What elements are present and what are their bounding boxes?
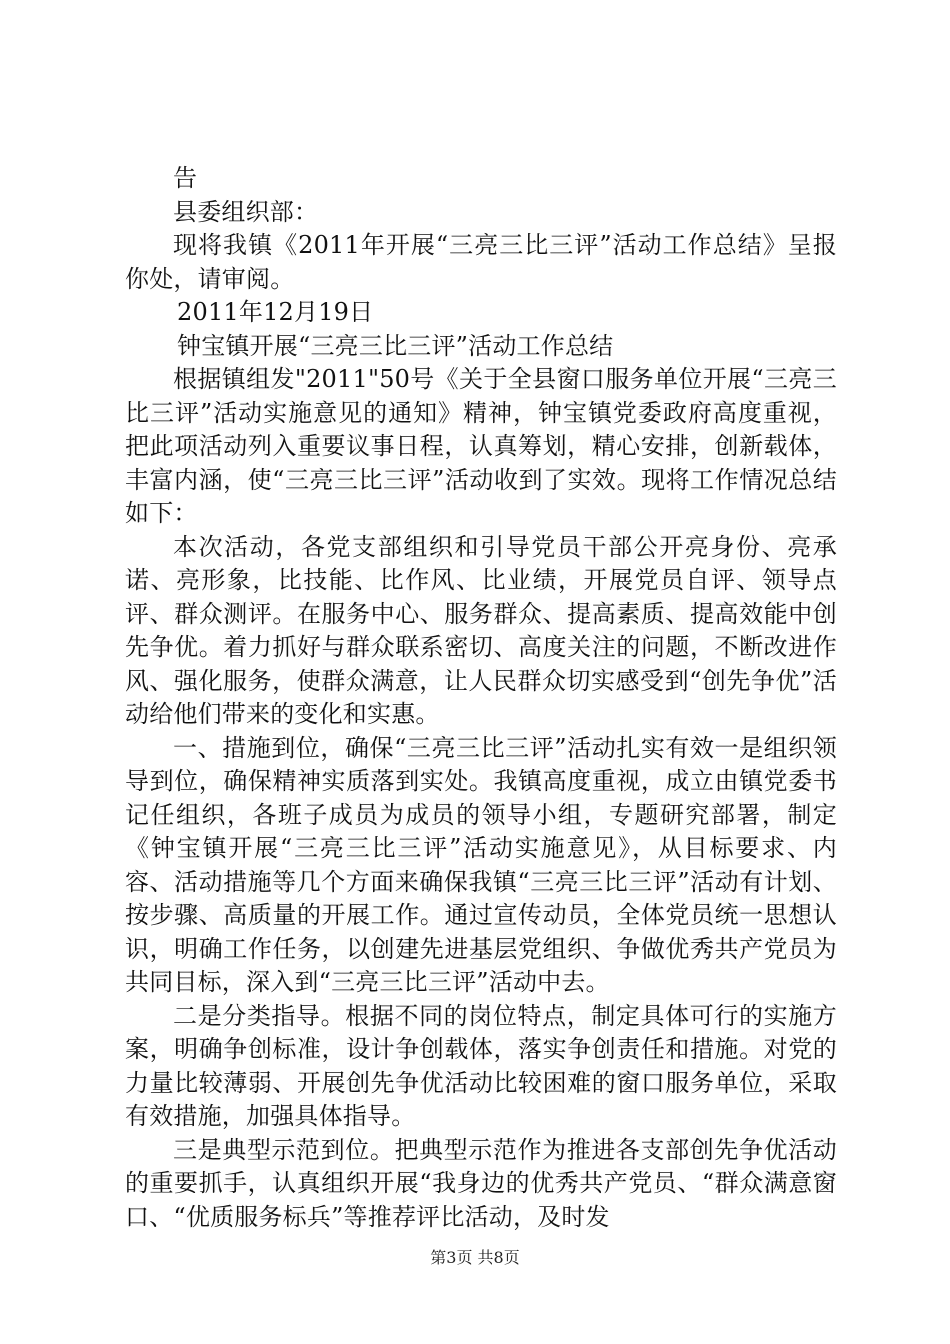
paragraph-activity: 本次活动，各党支部组织和引导党员干部公开亮身份、亮承诺、亮形象，比技能、比作风、比业绩，开展党员自评、领导点评、群众测评。在服务中心、服务群众、提高素质、提高效能中创先争优。着力抓好与群众联系密切、高度关注的问题，不断改进作风、强化服务，使群众满意，让人民群众切实感受到“创先争优”活动给他们带来的变化和实惠。	[125, 532, 837, 728]
paragraph-guidance: 二是分类指导。根据不同的岗位特点，制定具体可行的实施方案，明确争创标准，设计争创载体，落实争创责任和措施。对党的力量比较薄弱、开展创先争优活动比较困难的窗口服务单位，采取有效措施，加强具体指导。	[125, 1001, 837, 1130]
paragraph-measures: 一、措施到位，确保“三亮三比三评”活动扎实有效一是组织领导到位，确保精神实质落到实处。我镇高度重视，成立由镇党委书记任组织，各班子成员为成员的领导小组，专题研究部署，制定《钟宝镇开展“三亮三比三评”活动实施意见》，从目标要求、内容、活动措施等几个方面来确保我镇“三亮三比三评”活动有计划、按步骤、高质量的开展工作。通过宣传动员，全体党员统一思想认识，明确工作任务，以创建先进基层党组织、争做优秀共产党员为共同目标，深入到“三亮三比三评”活动中去。	[125, 733, 837, 996]
paragraph-model: 三是典型示范到位。把典型示范作为推进各支部创先争优活动的重要抓手，认真组织开展“我身边的优秀共产党员、“群众满意窗口、“优质服务标兵”等推荐评比活动，及时发	[125, 1135, 837, 1231]
salutation: 县委组织部：	[173, 197, 319, 226]
paragraph-fragment: 告	[173, 164, 198, 192]
date-line: 2011年12月19日	[177, 298, 374, 326]
paragraph-intro: 根据镇组发"2011"50号《关于全县窗口服务单位开展“三亮三比三评”活动实施意见的通知》精神，钟宝镇党委政府高度重视，把此项活动列入重要议事日程，认真筹划，精心安排，创新载体，丰富内涵，使“三亮三比三评”活动收到了实效。现将工作情况总结如下：	[125, 365, 837, 527]
document-body	[125, 162, 837, 1234]
report-title: 钟宝镇开展“三亮三比三评”活动工作总结	[177, 331, 614, 360]
paragraph-submission: 现将我镇《2011年开展“三亮三比三评”活动工作总结》呈报你处，请审阅。	[125, 231, 837, 293]
page-footer: 第3页 共8页	[430, 1248, 520, 1267]
